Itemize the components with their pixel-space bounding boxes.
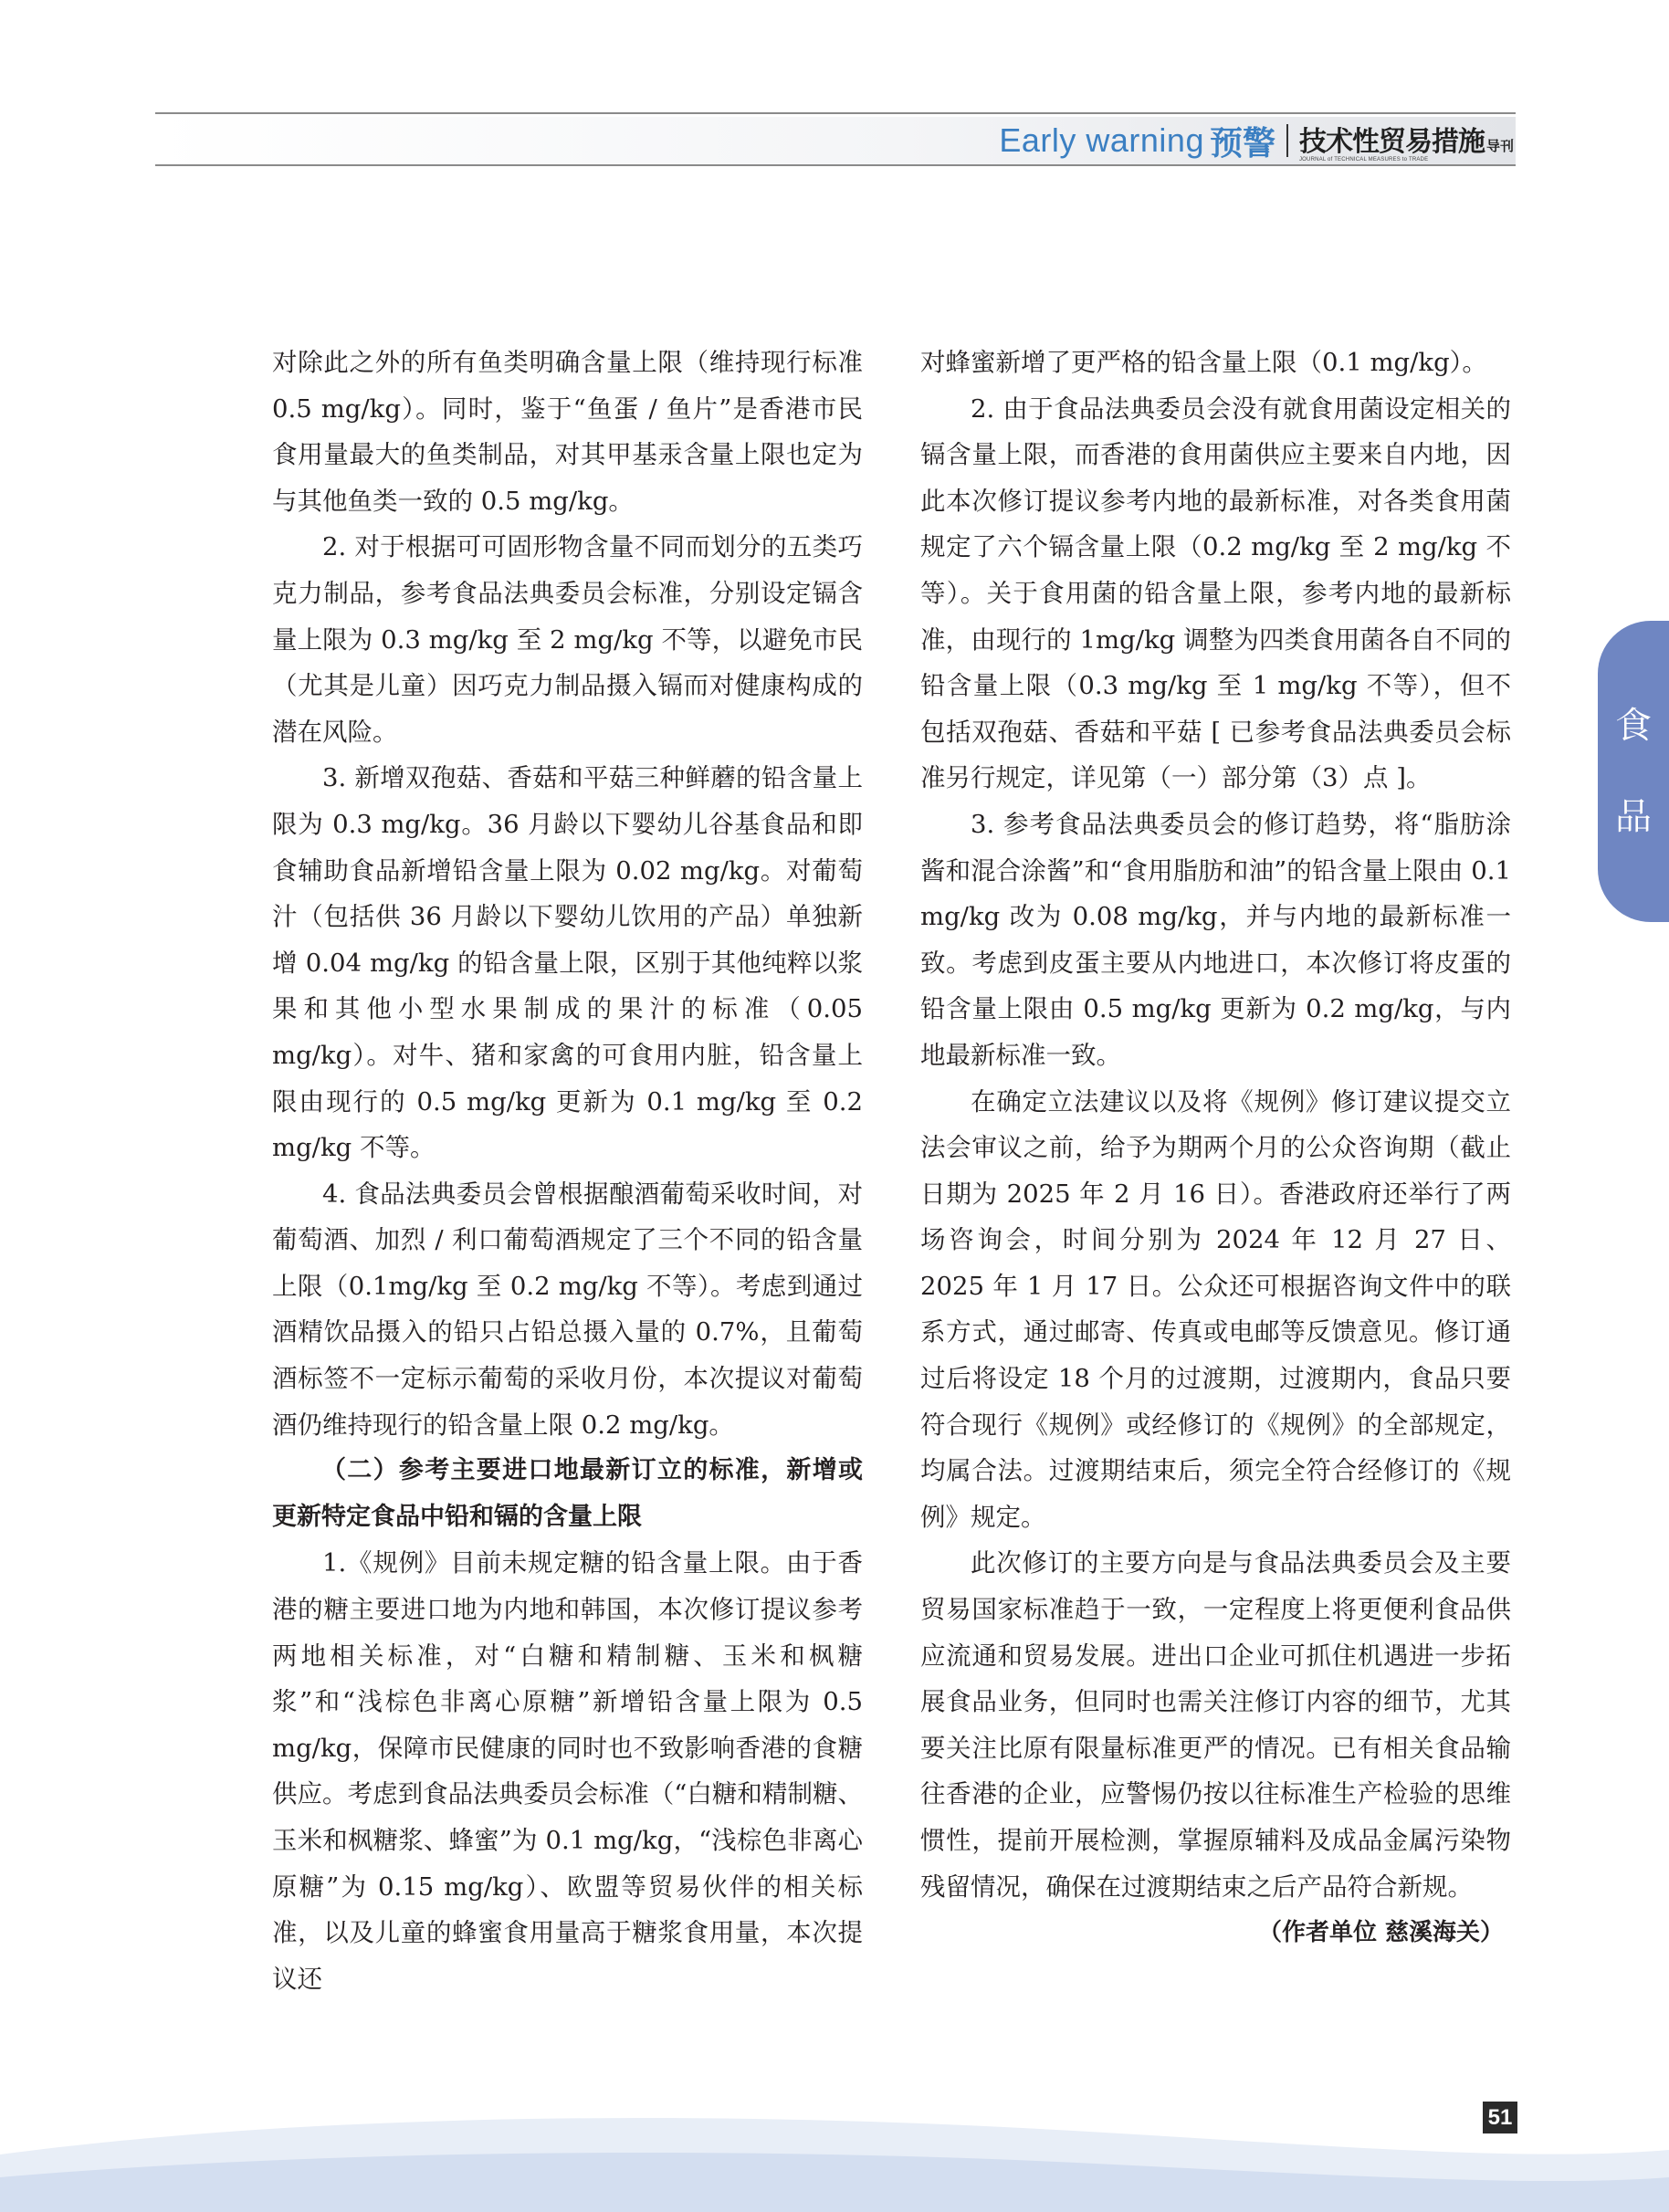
author-affiliation: （作者单位 慈溪海关） <box>1257 1919 1504 1947</box>
left-column <box>272 340 863 2002</box>
paragraph: 在确定立法建议以及将《规例》修订建议提交立法会审议之前，给予为期两个月的公众咨询期（截止日期为 2025 年 2 月 16 日）。香港政府还举行了两场咨询会，时间分别为 2024 年 12 月 27 日、2025 年 1 月 17 日。公众还可根据咨询文件中的联系方式，通过邮寄、传真或电邮等反馈意见。修订通过后将设定 18 个月的过渡期，过渡期内，食品只要符合现行《规例》或经修订的《规例》的全部规定，均属合法。过渡期结束后，须完全符合经修订的《规例》规定。 <box>920 1086 1511 1532</box>
header-rule-bottom <box>155 164 1516 166</box>
side-tab-char: 食 <box>1615 705 1652 747</box>
paragraph: 2. 由于食品法典委员会没有就食用菌设定相关的镉含量上限，而香港的食用菌供应主要来自内地，因此本次修订提议参考内地的最新标准，对各类食用菌规定了六个镉含量上限（0.2 mg/kg 至 2 mg/kg 不等）。关于食用菌的铅含量上限，参考内地的最新标准，由现行的 1mg/kg 调整为四类食用菌各自不同的铅含量上限（0.3 mg/kg 至 1 mg/kg 不等），但不包括双孢菇、香菇和平菇 [ 已参考食品法典委员会标准另行规定，详见第（一）部分第（3）点 ]。 <box>920 393 1511 793</box>
paragraph: 对蜂蜜新增了更严格的铅含量上限（0.1 mg/kg）。 <box>920 348 1487 377</box>
side-tab-char: 品 <box>1615 796 1652 838</box>
right-column <box>920 340 1511 1956</box>
journal-logo <box>1299 119 1514 162</box>
header-english: Early warning <box>999 121 1204 159</box>
paragraph: 4. 食品法典委员会曾根据酿酒葡萄采收时间，对葡萄酒、加烈 / 利口葡萄酒规定了三个不同的铅含量上限（0.1mg/kg 至 0.2 mg/kg 不等）。考虑到通过酒精饮品摄入的铅只占铅总摄入量的 0.7%，且葡萄酒标签不一定标示葡萄的采收月份，本次提议对葡萄酒仍维持现行的铅含量上限 0.2 mg/kg。 <box>272 1179 863 1440</box>
paragraph: 1.《规例》目前未规定糖的铅含量上限。由于香港的糖主要进口地为内地和韩国，本次修订提议参考两地相关标准，对“白糖和精制糖、玉米和枫糖浆”和“浅棕色非离心原糖”新增铅含量上限为 0.5 mg/kg，保障市民健康的同时也不致影响香港的食糖供应。考虑到食品法典委员会标准（“白糖和精制糖、玉米和枫糖浆、蜂蜜”为 0.1 mg/kg，“浅棕色非离心原糖”为 0.15 mg/kg）、欧盟等贸易伙伴的相关标准，以及儿童的蜂蜜食用量高于糖浆食用量，本次提议还 <box>272 1548 863 1994</box>
paragraph: 3. 新增双孢菇、香菇和平菇三种鲜蘑的铅含量上限为 0.3 mg/kg。36 月龄以下婴幼儿谷基食品和即食辅助食品新增铅含量上限为 0.02 mg/kg。对葡萄汁（包括供 36 月龄以下婴幼儿饮用的产品）单独新增 0.04 mg/kg 的铅含量上限，区别于其他纯粹以浆果和其他小型水果制成的果汁的标准（0.05 mg/kg）。对牛、猪和家禽的可食用内脏，铅含量上限由现行的 0.5 mg/kg 更新为 0.1 mg/kg 至 0.2 mg/kg 不等。 <box>272 763 863 1163</box>
paragraph: 3. 参考食品法典委员会的修订趋势，将“脂肪涂酱和混合涂酱”和“食用脂肪和油”的铅含量上限由 0.1 mg/kg 改为 0.08 mg/kg，并与内地的最新标准一致。考虑到皮蛋主要从内地进口，本次修订将皮蛋的铅含量上限由 0.5 mg/kg 更新为 0.2 mg/kg，与内地最新标准一致。 <box>920 809 1511 1070</box>
paragraph: 对除此之外的所有鱼类明确含量上限（维持现行标准 0.5 mg/kg）。同时，鉴于“鱼蛋 / 鱼片”是香港市民食用量最大的鱼类制品，对其甲基汞含量上限也定为与其他鱼类一致的 0.5 mg/kg。 <box>272 348 863 516</box>
header-chinese: 预警 <box>1209 124 1275 162</box>
journal-name: 技术性贸易措施 <box>1298 126 1485 158</box>
page-number: 51 <box>1483 2102 1517 2133</box>
header-brand <box>999 117 1514 164</box>
header-separator <box>1286 124 1288 157</box>
paragraph: 此次修订的主要方向是与食品法典委员会及主要贸易国家标准趋于一致，一定程度上将更便利食品供应流通和贸易发展。进出口企业可抓住机遇进一步拓展食品业务，但同时也需关注修订内容的细节，尤其要关注比原有限量标准更严的情况。已有相关食品输往香港的企业，应警惕仍按以往标准生产检验的思维惯性，提前开展检测，掌握原辅料及成品金属污染物残留情况，确保在过渡期结束之后产品符合新规。 <box>920 1548 1511 1902</box>
journal-tag: 导刊 <box>1485 138 1514 154</box>
footer-wave <box>0 2100 1669 2212</box>
paragraph: 2. 对于根据可可固形物含量不同而划分的五类巧克力制品，参考食品法典委员会标准，分别设定镉含量上限为 0.3 mg/kg 至 2 mg/kg 不等，以避免市民（尤其是儿童）因巧克力制品摄入镉而对健康构成的潜在风险。 <box>272 532 863 747</box>
header-rule-top <box>155 112 1516 114</box>
journal-english: JOURNAL of TECHNICAL MEASURES to TRADE <box>1298 157 1429 162</box>
section-heading: （二）参考主要进口地最新订立的标准，新增或更新特定食品中铅和镉的含量上限 <box>272 1456 863 1531</box>
section-side-tab <box>1598 621 1669 922</box>
